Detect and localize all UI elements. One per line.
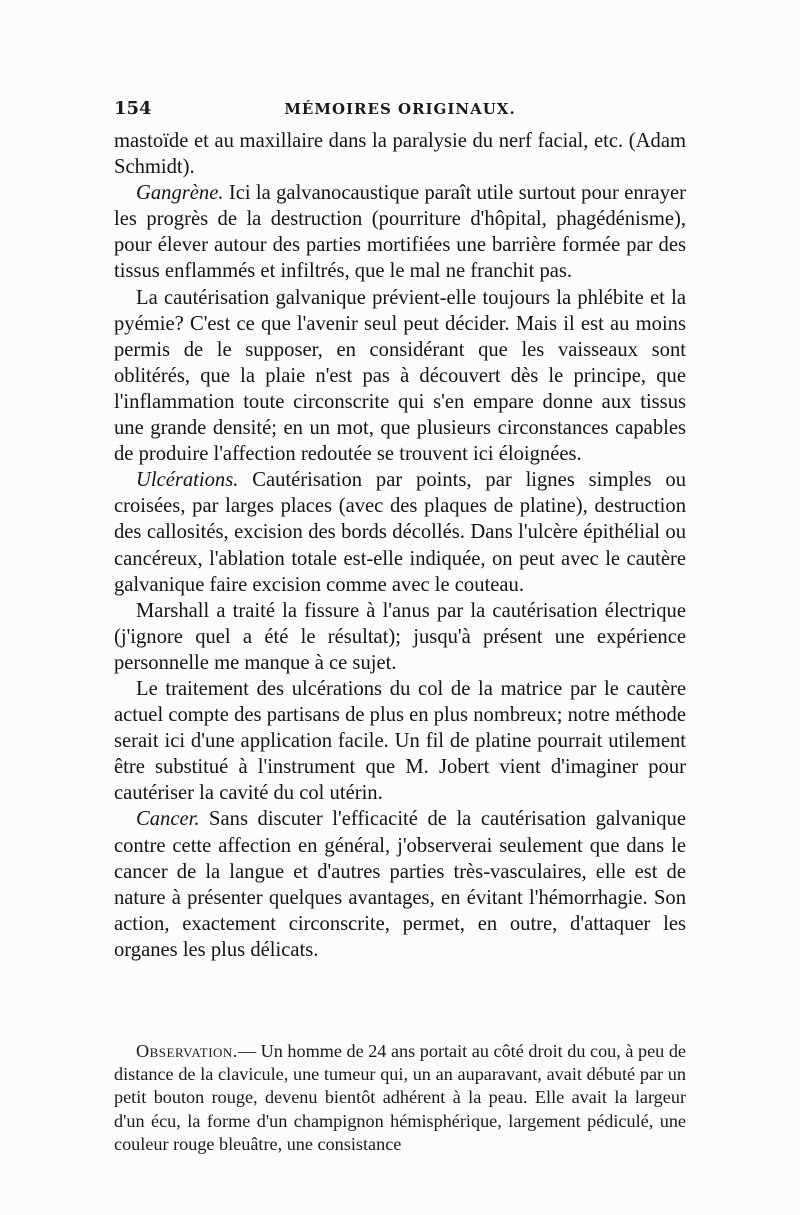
paragraph-text: Ici la galvanocaustique paraît utile surtout pour enrayer les progrès de la destruction (pourriture d'hôpital, phagédénisme), pour élever autour des parties mortifiées une barrière formée par des tissus enflammés et infiltrés, que le mal ne franchit pas. — [114, 182, 686, 283]
observation-label: Observation. — [136, 1041, 238, 1061]
paragraph-ulcerations — [114, 467, 686, 597]
paragraph-text: mastoïde et au maxillaire dans la paralysie du nerf facial, etc. (Adam Schmidt). — [114, 130, 686, 179]
paragraph-text: Marshall a traité la fissure à l'anus par la cautérisation électrique (j'ignore quel a été le résultat); jusqu'à présent une expérience personnelle me manque à ce sujet. — [114, 599, 686, 674]
observation-text: — Un homme de 24 ans portait au côté droit du cou, à peu de distance de la clavicule, une tumeur qui, un an auparavant, avait débuté par un petit bouton rouge, devenu bientôt adhérent à la peau. Elle avait la largeur d'un écu, la forme d'un champignon hémisphérique, largement pédiculé, une couleur rouge bleuâtre, une consistance — [114, 1041, 686, 1154]
paragraph-gangrene — [114, 180, 686, 284]
page-header — [114, 98, 686, 122]
section-lead: Gangrène. — [136, 182, 224, 205]
paragraph-text: Le traitement des ulcérations du col de la matrice par le cautère actuel compte des partisans de plus en plus nombreux; notre méthode serait ici d'une application facile. Un fil de platine pourrait utilement être substitué à l'instrument que M. Jobert vient d'imaginer pour cautériser la cavité du col utérin. — [114, 677, 686, 805]
paragraph-text: Cautérisation par points, par lignes simples ou croisées, par larges places (avec des plaques de platine), destruction des callosités, excision des bords décollés. Dans l'ulcère épithélial ou cancéreux, l'ablation totale est-elle indiquée, on peut avec le cautère galvanique faire excision comme avec le couteau. — [114, 469, 686, 596]
section-lead: Ulcérations. — [136, 469, 239, 492]
main-text — [114, 128, 686, 963]
paragraph-marshall — [114, 598, 686, 676]
page-number: 154 — [114, 98, 152, 119]
section-lead: Cancer. — [136, 808, 200, 831]
paragraph-text: La cautérisation galvanique prévient-elle toujours la phlébite et la pyémie? C'est ce que l'avenir seul peut décider. Mais il est au moins permis de le supposer, en considérant que les vaisseaux sont oblitérés, que la plaie n'est pas à découvert dès le principe, que l'inflammation toute circonscrite qui s'en empare donne aux tissus une grande densité; en un mot, que plusieurs circonstances capables de produire l'affection redoutée se trouvent ici éloignées. — [114, 286, 686, 466]
paragraph-matrice — [114, 676, 686, 806]
paragraph-cancer — [114, 806, 686, 963]
running-title: MÉMOIRES ORIGINAUX. — [284, 100, 516, 118]
paragraph-text: Sans discuter l'efficacité de la cautérisation galvanique contre cette affection en général, j'observerai seulement que dans le cancer de la langue et d'autres parties très-vasculaires, elle est de nature à présenter quelques avantages, en évitant l'hémorrhagie. Son action, exactement circonscrite, permet, en outre, d'attaquer les organes les plus délicats. — [114, 808, 686, 961]
observation-paragraph — [114, 1040, 686, 1156]
observation-block — [114, 1040, 686, 1156]
paragraph-phlebite — [114, 285, 686, 468]
paragraph-continuation — [114, 128, 686, 180]
